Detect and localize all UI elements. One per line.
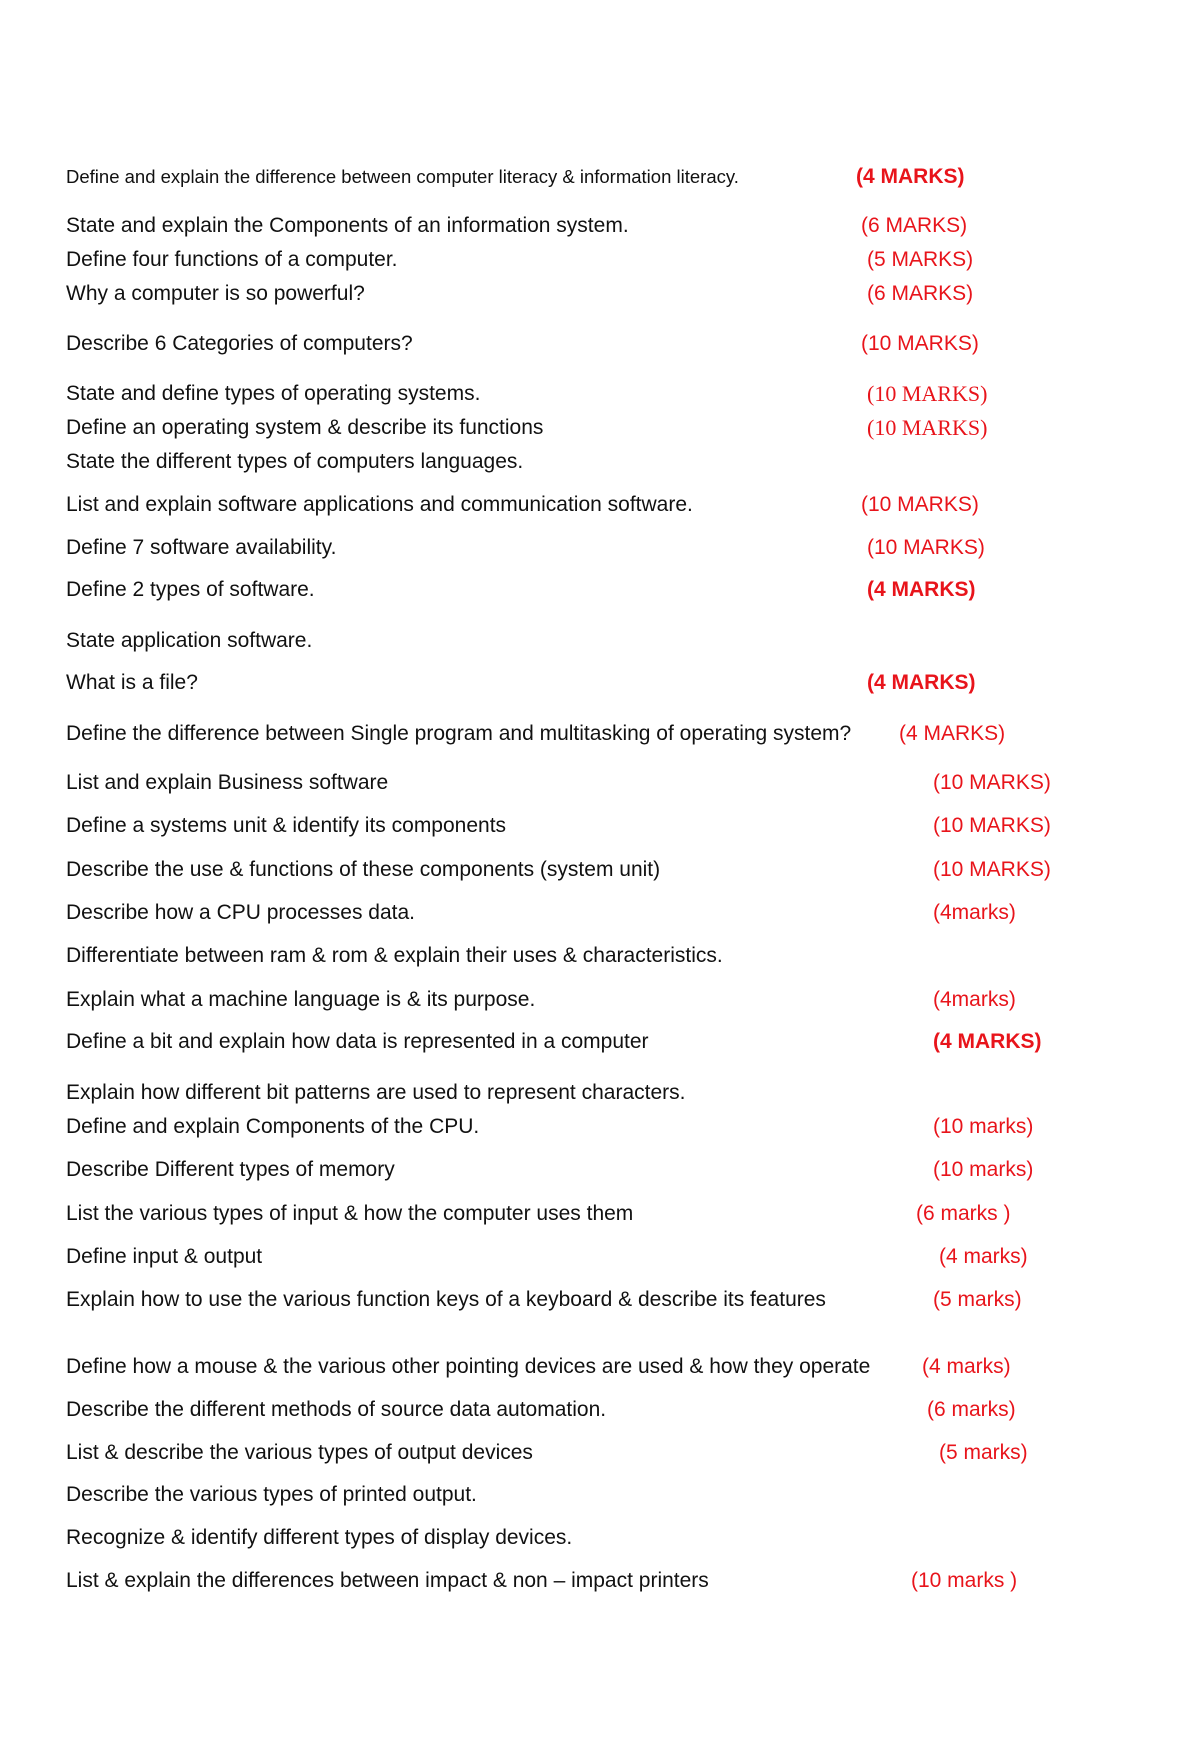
question-line (0, 1523, 1200, 1553)
marks-label: (10 MARKS) (933, 814, 1051, 837)
question-line (0, 668, 1200, 698)
question-text: Explain how different bit patterns are used to represent characters. (66, 1081, 686, 1104)
question-line (0, 1352, 1200, 1382)
question-line (0, 1285, 1200, 1315)
marks-label: (6 MARKS) (861, 214, 968, 237)
question-line (0, 533, 1200, 563)
question-text: Describe Different types of memory (66, 1158, 395, 1181)
question-text: State the different types of computers languages. (66, 450, 524, 473)
marks-label: (10 MARKS) (867, 415, 988, 440)
marks-label: (6 MARKS) (867, 282, 974, 305)
question-text: What is a file? (66, 671, 198, 694)
question-text: List and explain Business software (66, 771, 389, 794)
question-line (0, 855, 1200, 885)
question-line (0, 447, 1200, 477)
question-text: Differentiate between ram & rom & explain their uses & characteristics. (66, 944, 723, 967)
question-text: Define a bit and explain how data is represented in a computer (66, 1030, 649, 1053)
question-text: Describe the different methods of source data automation. (66, 1398, 607, 1421)
question-line (0, 279, 1200, 309)
marks-label: (10 MARKS) (933, 771, 1051, 794)
question-line (0, 211, 1200, 241)
marks-label: (10 MARKS) (861, 493, 979, 516)
marks-label: (4 MARKS) (933, 1030, 1042, 1053)
question-text: Describe 6 Categories of computers? (66, 332, 413, 355)
question-line (0, 1078, 1200, 1108)
question-line (0, 811, 1200, 841)
question-line (0, 245, 1200, 275)
question-line (0, 329, 1200, 359)
marks-label: (5 marks) (939, 1441, 1028, 1464)
question-text: Define how a mouse & the various other pointing devices are used & how they operate (66, 1355, 871, 1378)
question-text: State application software. (66, 629, 313, 652)
question-line (0, 898, 1200, 928)
question-text: List and explain software applications and communication software. (66, 493, 693, 516)
question-text: Describe the various types of printed output. (66, 1483, 477, 1506)
question-line (0, 1480, 1200, 1510)
question-text: List the various types of input & how the computer uses them (66, 1202, 634, 1225)
marks-label: (6 marks) (927, 1398, 1016, 1421)
question-text: Why a computer is so powerful? (66, 282, 365, 305)
marks-label: (4 MARKS) (856, 165, 965, 188)
question-line (0, 1438, 1200, 1468)
marks-label: (10 marks) (933, 1115, 1034, 1138)
question-text: Define input & output (66, 1245, 263, 1268)
question-text: State and define types of operating systems. (66, 382, 481, 405)
marks-label: (10 marks ) (911, 1569, 1018, 1592)
marks-label: (10 marks) (933, 1158, 1034, 1181)
question-text: Recognize & identify different types of display devices. (66, 1526, 573, 1549)
question-text: Define and explain the difference between computer literacy & information literacy. (66, 166, 739, 187)
question-line (0, 1155, 1200, 1185)
question-line (0, 379, 1200, 409)
question-text: Explain how to use the various function keys of a keyboard & describe its features (66, 1288, 826, 1311)
question-line (0, 941, 1200, 971)
question-text: Define 2 types of software. (66, 578, 315, 601)
marks-label: (10 MARKS) (867, 381, 988, 406)
question-line (0, 1199, 1200, 1229)
marks-label: (4 MARKS) (899, 722, 1006, 745)
question-text: Explain what a machine language is & its purpose. (66, 988, 536, 1011)
marks-label: (10 MARKS) (861, 332, 979, 355)
marks-label: (10 MARKS) (867, 536, 985, 559)
marks-label: (10 MARKS) (933, 858, 1051, 881)
marks-label: (4 MARKS) (867, 578, 976, 601)
marks-label: (4 MARKS) (867, 671, 976, 694)
question-text: State and explain the Components of an information system. (66, 214, 629, 237)
question-line (0, 575, 1200, 605)
question-line (0, 490, 1200, 520)
question-text: List & explain the differences between impact & non – impact printers (66, 1569, 709, 1592)
question-line (0, 719, 1200, 749)
question-text: List & describe the various types of output devices (66, 1441, 533, 1464)
question-line (0, 1566, 1200, 1596)
question-text: Define a systems unit & identify its components (66, 814, 507, 837)
marks-label: (6 marks ) (916, 1202, 1011, 1225)
question-line (0, 768, 1200, 798)
question-line (0, 1242, 1200, 1272)
question-text: Describe how a CPU processes data. (66, 901, 415, 924)
question-line (0, 162, 1200, 192)
question-line (0, 1395, 1200, 1425)
marks-label: (4 marks) (922, 1355, 1011, 1378)
question-text: Define 7 software availability. (66, 536, 337, 559)
question-line (0, 413, 1200, 443)
question-text: Define and explain Components of the CPU. (66, 1115, 480, 1138)
marks-label: (4marks) (933, 901, 1016, 924)
question-text: Define four functions of a computer. (66, 248, 398, 271)
question-text: Define the difference between Single program and multitasking of operating system? (66, 722, 852, 745)
marks-label: (5 marks) (933, 1288, 1022, 1311)
question-text: Describe the use & functions of these components (system unit) (66, 858, 661, 881)
marks-label: (5 MARKS) (867, 248, 974, 271)
question-text: Define an operating system & describe its functions (66, 416, 544, 439)
marks-label: (4 marks) (939, 1245, 1028, 1268)
question-line (0, 626, 1200, 656)
question-line (0, 1027, 1200, 1057)
question-line (0, 985, 1200, 1015)
marks-label: (4marks) (933, 988, 1016, 1011)
question-line (0, 1112, 1200, 1142)
